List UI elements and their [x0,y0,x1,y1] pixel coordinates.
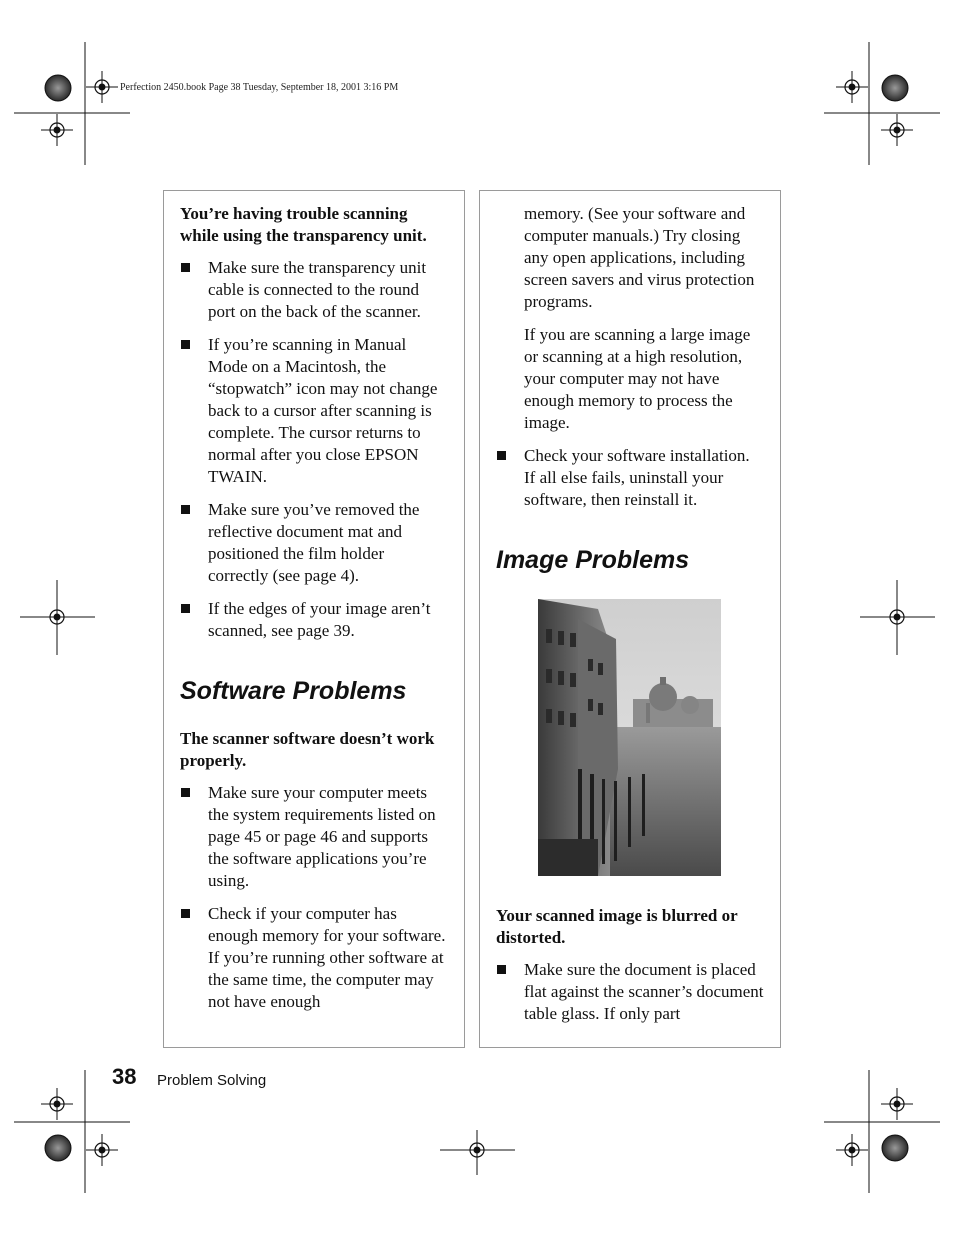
list-item [180,334,448,488]
list-item-text: Make sure the document is placed flat against the scanner’s document table glass. If only part [524,960,764,1023]
bullet-square-icon [181,505,190,514]
bullet-square-icon [181,909,190,918]
bullet-square-icon [497,451,506,460]
memory-paragraph: If you are scanning a large image or scanning at a high resolution, your computer may not have enough memory to process the image. [524,325,751,432]
list-item-text: Check your software installation. If all else fails, uninstall your software, then reinstall it. [524,446,750,509]
list-item-text: Check if your computer has enough memory for your software. If you’re running other software at the same time, the computer may not have enough [208,904,446,1011]
list-item [180,499,448,587]
list-item-text: If the edges of your image aren’t scanned, see page 39. [208,599,431,640]
section-title-image: Image Problems [496,546,690,574]
list-item-text: Make sure you’ve removed the reflective document mat and positioned the film holder correctly (see page 4). [208,500,420,585]
question-software: The scanner software doesn’t work properly. [180,729,435,770]
continued-paragraph: memory. (See your software and computer manuals.) Try closing any open applications, including screen savers and virus protection programs. [524,204,755,311]
list-item [496,445,764,511]
canal-photo [538,599,721,876]
list-item-text: If you’re scanning in Manual Mode on a Macintosh, the “stopwatch” icon may not change back to a cursor after scanning is complete. The cursor returns to normal after you close EPSON TWAIN. [208,335,438,486]
bullet-square-icon [181,788,190,797]
bullet-list-software [180,782,448,1013]
list-item [180,782,448,892]
bullet-list-installation [496,445,764,511]
left-column [163,190,465,1048]
list-item [180,257,448,323]
bullet-list-blurred [496,959,764,1025]
bullet-square-icon [497,965,506,974]
bullet-square-icon [181,340,190,349]
page-number: 38 [112,1064,137,1089]
file-info-header: Perfection 2450.book Page 38 Tuesday, September 18, 2001 3:16 PM [120,82,399,93]
list-item [180,903,448,1013]
footer-section-label: Problem Solving [157,1072,267,1089]
question-transparency: You’re having trouble scanning while using the transparency unit. [180,204,427,245]
bullet-square-icon [181,604,190,613]
list-item [180,598,448,642]
question-blurred: Your scanned image is blurred or distorted. [496,906,738,947]
list-item-text: Make sure the transparency unit cable is connected to the round port on the back of the scanner. [208,258,427,321]
bullet-list-transparency [180,257,448,642]
list-item [496,959,764,1025]
bullet-square-icon [181,263,190,272]
list-item-text: Make sure your computer meets the system requirements listed on page 45 or page 46 and supports the software applications you’re using. [208,783,436,890]
section-title-software: Software Problems [180,677,407,705]
